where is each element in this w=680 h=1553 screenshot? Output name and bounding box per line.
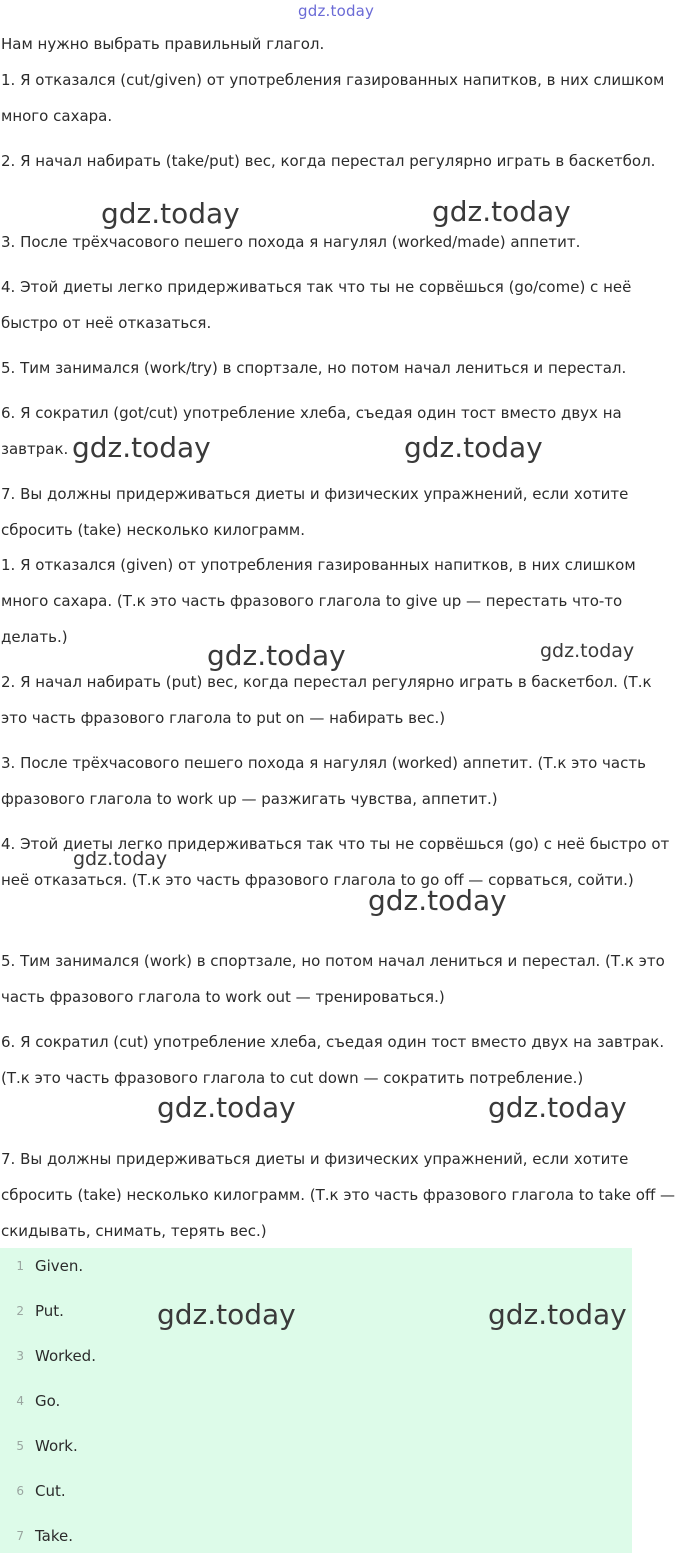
explanation-2: 2. Я начал набирать (put) вес, когда перестал регулярно играть в баскетбол. (Т.к это часть фразового глагола to put on — набирать вес.) bbox=[1, 673, 652, 727]
task-3: 3. После трёхчасового пешего похода я нагулял (worked/made) аппетит. bbox=[1, 233, 581, 251]
task-6: 6. Я сократил (got/cut) употребление хлеба, съедая один тост вместо двух на завтрак. bbox=[1, 404, 622, 458]
watermark: gdz.today bbox=[73, 848, 168, 870]
answer-text: Go. bbox=[35, 1392, 61, 1410]
answer-item bbox=[0, 1296, 64, 1326]
answer-number: 3 bbox=[16, 1349, 24, 1363]
task-7: 7. Вы должны придерживаться диеты и физических упражнений, если хотите сбросить (take) несколько килограмм. bbox=[1, 485, 629, 539]
answer-number: 7 bbox=[16, 1529, 24, 1543]
task-1: 1. Я отказался (cut/given) от употребления газированных напитков, в них слишком много сахара. bbox=[1, 71, 665, 125]
watermark: gdz.today bbox=[432, 195, 571, 228]
task-5: 5. Тим занимался (work/try) в спортзале, но потом начал лениться и перестал. bbox=[1, 359, 627, 377]
explanation-4: 4. Этой диеты легко придерживаться так что ты не сорвёшься (go) с неё быстро от неё отказаться. (Т.к это часть фразового глагола to go off — сорваться, сойти.) bbox=[1, 835, 670, 889]
watermark: gdz.today bbox=[368, 884, 507, 917]
explanation-7: 7. Вы должны придерживаться диеты и физических упражнений, если хотите сбросить (take) несколько килограмм. (Т.к это часть фразового глагола to take off — скидывать, снимать, терять вес.) bbox=[1, 1150, 676, 1240]
explanation-3: 3. После трёхчасового пешего похода я нагулял (worked) аппетит. (Т.к это часть фразового глагола to work up — разжигать чувства, аппетит.) bbox=[1, 754, 646, 808]
answer-number: 6 bbox=[16, 1484, 24, 1498]
answer-item bbox=[0, 1476, 66, 1506]
answer-text: Given. bbox=[35, 1257, 84, 1275]
watermark: gdz.today bbox=[157, 1091, 296, 1124]
watermark: gdz.today bbox=[157, 1298, 296, 1331]
watermark: gdz.today bbox=[207, 639, 346, 672]
task-4: 4. Этой диеты легко придерживаться так что ты не сорвёшься (go/come) с неё быстро от неё отказаться. bbox=[1, 278, 632, 332]
watermark: gdz.today bbox=[404, 431, 543, 464]
answer-text: Put. bbox=[35, 1302, 64, 1320]
answer-number: 4 bbox=[16, 1394, 24, 1408]
watermark: gdz.today bbox=[488, 1091, 627, 1124]
top-watermark: gdz.today bbox=[298, 2, 375, 20]
explanation-1: 1. Я отказался (given) от употребления газированных напитков, в них слишком много сахара. (Т.к это часть фразового глагола to give up — перестать что-то делать.) bbox=[1, 556, 636, 646]
answer-item bbox=[0, 1251, 83, 1281]
answer-number: 5 bbox=[16, 1439, 24, 1453]
answer-text: Take. bbox=[35, 1527, 74, 1545]
answer-item bbox=[0, 1341, 96, 1371]
watermark: gdz.today bbox=[101, 197, 240, 230]
explanation-6: 6. Я сократил (cut) употребление хлеба, съедая один тост вместо двух на завтрак. (Т.к это часть фразового глагола to cut down — сократить потребление.) bbox=[1, 1033, 665, 1087]
answer-list bbox=[0, 1248, 632, 1553]
answer-item bbox=[0, 1521, 73, 1551]
answer-text: Work. bbox=[35, 1437, 78, 1455]
watermark: gdz.today bbox=[540, 640, 635, 662]
answer-text: Worked. bbox=[35, 1347, 96, 1365]
intro-text: Нам нужно выбрать правильный глагол. bbox=[1, 35, 325, 53]
explanation-5: 5. Тим занимался (work) в спортзале, но потом начал лениться и перестал. (Т.к это часть фразового глагола to work out — тренироваться.) bbox=[1, 952, 665, 1006]
answer-item bbox=[0, 1431, 78, 1461]
answer-number: 2 bbox=[16, 1304, 24, 1318]
answer-text: Cut. bbox=[35, 1482, 66, 1500]
watermark: gdz.today bbox=[72, 431, 211, 464]
watermark: gdz.today bbox=[488, 1298, 627, 1331]
answer-item bbox=[0, 1386, 60, 1416]
task-2: 2. Я начал набирать (take/put) вес, когда перестал регулярно играть в баскетбол. bbox=[1, 152, 656, 170]
answer-number: 1 bbox=[16, 1259, 24, 1273]
